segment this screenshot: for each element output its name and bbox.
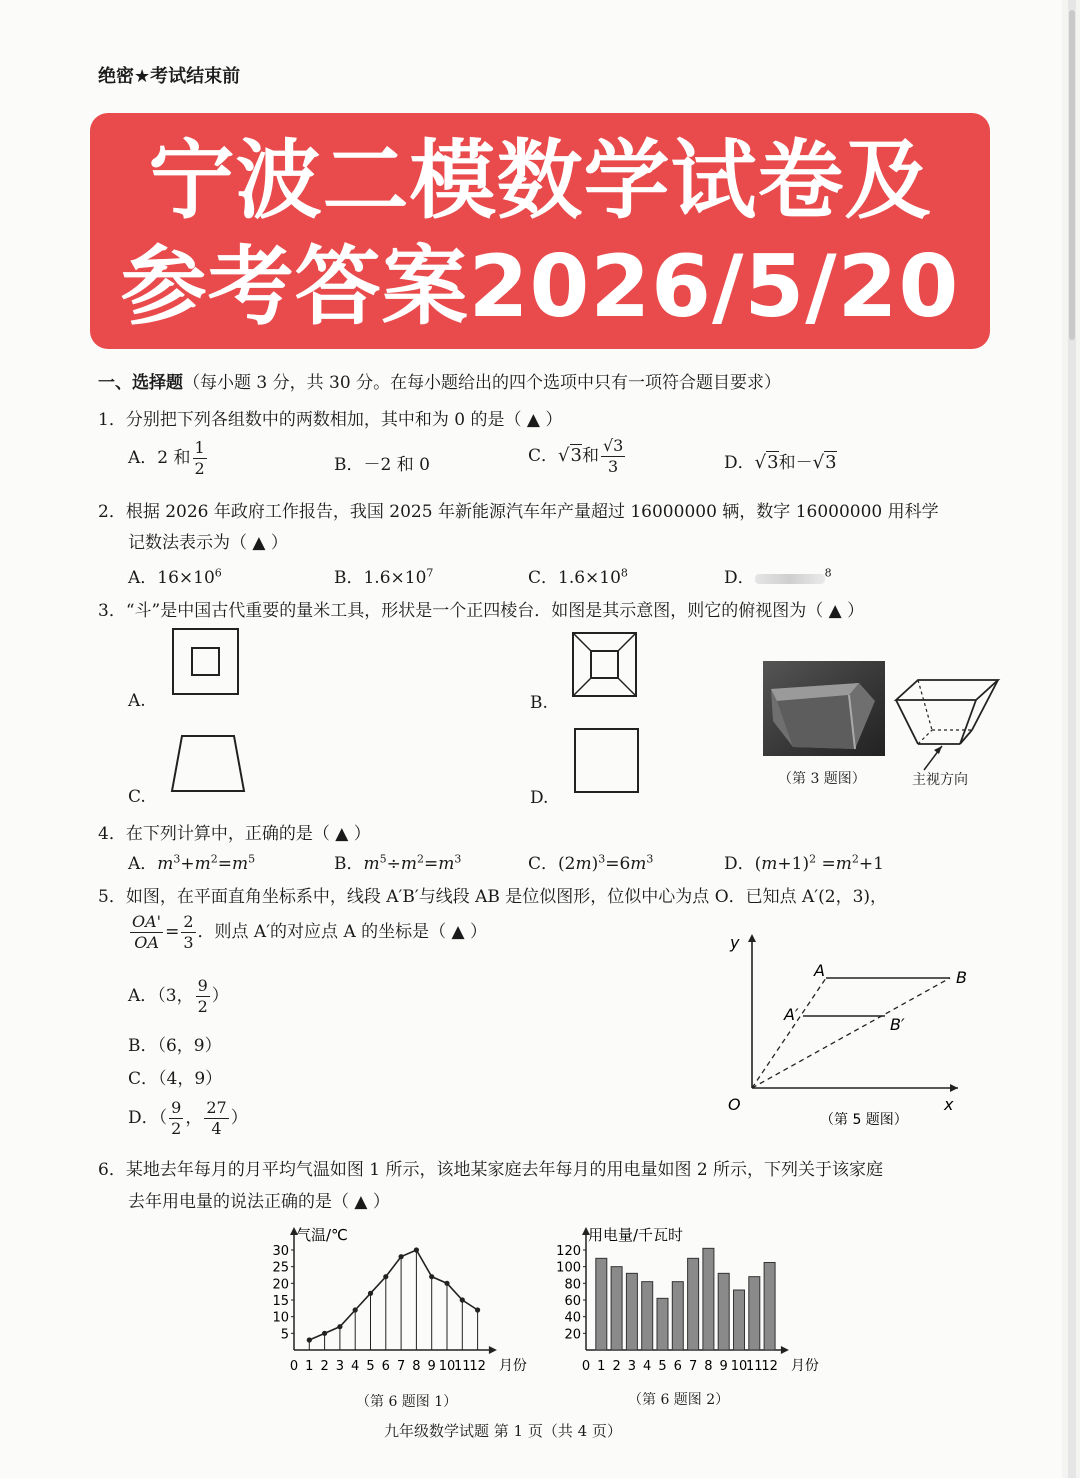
q5-option-b: B．（6，9） [128, 1036, 222, 1056]
x-tick-label: 8 [704, 1359, 713, 1374]
q2-c-text: C．1.6×10 [528, 568, 621, 588]
q1-a-frac [193, 438, 207, 479]
q2-option-c [528, 563, 628, 588]
section-heading: 一、选择题 [98, 373, 183, 393]
q5-x-label: x [944, 1095, 954, 1114]
x-tick-label: 5 [366, 1359, 375, 1374]
q4-option-a: A．$m^3+m^2=m^5$ [128, 852, 256, 874]
q1-option-a [128, 438, 209, 479]
sqrt3: √3 [558, 445, 582, 466]
bar [688, 1258, 699, 1350]
y-tick-label: 20 [272, 1277, 289, 1293]
dou-photo [763, 661, 885, 756]
y-axis-label: 用电量/千瓦时 [588, 1226, 684, 1244]
q4-stem: 4．在下列计算中，正确的是（ ▲ ） [98, 824, 371, 844]
q5-option-c: C．（4，9） [128, 1069, 223, 1089]
x-tick-label: 4 [643, 1359, 652, 1374]
x-axis-label: 月份 [790, 1358, 819, 1374]
data-point [460, 1297, 465, 1302]
q1-c-num: √3 [602, 436, 624, 455]
y-tick-label: 40 [564, 1310, 581, 1326]
secret-label: 绝密★考试结束前 [98, 66, 241, 87]
data-point [353, 1307, 358, 1312]
bar [672, 1282, 683, 1350]
electricity-chart [548, 1222, 848, 1382]
x-tick-label: 4 [351, 1359, 360, 1374]
x-tick-label: 10 [730, 1359, 748, 1374]
q1-option-d [724, 448, 837, 473]
q1-option-c [528, 436, 627, 477]
y-axis-label: 气温/℃ [296, 1226, 348, 1244]
data-point [337, 1324, 342, 1329]
q5-a-den: 2 [197, 997, 208, 1016]
x-tick-label: 5 [658, 1359, 667, 1374]
q3-option-a-label: A. [128, 691, 146, 711]
q5-ratio-den: OA [134, 933, 159, 952]
q1-c-prefix: C． [528, 446, 559, 466]
q5-point-a: A [814, 961, 825, 980]
y-tick-label: 20 [564, 1327, 581, 1343]
x-tick-label: 7 [396, 1359, 406, 1374]
scrollbar-thumb[interactable] [1069, 10, 1075, 340]
section-desc: （每小题 3 分，共 30 分。在每小题给出的四个选项中只有一项符合题目要求） [183, 373, 782, 393]
q1-c-mid: 和 [581, 446, 599, 466]
q4-option-d: D．$(m+1)^2 =m^2+1$ [724, 852, 884, 874]
q5-val-den: 3 [183, 933, 194, 952]
q3-option-a-figure [172, 628, 240, 696]
data-point [399, 1254, 404, 1259]
data-point [322, 1331, 327, 1336]
data-point [444, 1281, 449, 1286]
x-tick-label: 2 [612, 1359, 621, 1374]
y-tick-label: 5 [280, 1327, 289, 1343]
bar [642, 1282, 653, 1350]
x-tick-label: 0 [581, 1359, 591, 1374]
x-tick-label: 6 [673, 1359, 682, 1374]
q2-b-text: B．1.6×10 [334, 568, 427, 588]
q4-a-pre: A． [128, 854, 158, 874]
q1-c-den: 3 [608, 457, 619, 476]
dou-diagram [892, 674, 1002, 774]
q1-option-b: B．－2 和 0 [334, 455, 430, 475]
blurred-option [755, 574, 825, 584]
data-point [429, 1274, 434, 1279]
q2-c-exp: 8 [620, 566, 628, 580]
q6-caption-1: （第 6 题图 1） [356, 1394, 458, 1410]
y-tick-label: 60 [564, 1294, 581, 1309]
q5-stem-line2 [128, 912, 487, 953]
x-tick-label: 1 [305, 1359, 314, 1374]
bar [764, 1263, 775, 1351]
y-tick-label: 10 [272, 1310, 289, 1326]
x-tick-label: 11 [454, 1359, 471, 1374]
y-tick-label: 120 [556, 1244, 581, 1259]
y-tick-label: 30 [272, 1244, 289, 1259]
q5-d-n2: 27 [206, 1098, 227, 1117]
temperature-line [309, 1250, 477, 1340]
q3-option-d-figure [574, 728, 640, 794]
bar [703, 1248, 714, 1350]
x-tick-label: 2 [320, 1359, 329, 1374]
q5-d-frac2 [204, 1098, 228, 1139]
sqrt3: √3 [754, 452, 779, 473]
q5-stem-line1: 5．如图，在平面直角坐标系中，线段 A′B′与线段 AB 是位似图形，位似中心为点 O．已知点 A′(2，3)， [98, 887, 888, 907]
bar [626, 1273, 637, 1350]
data-point [307, 1337, 312, 1342]
x-tick-label: 11 [746, 1359, 763, 1374]
y-tick-label: 25 [272, 1260, 289, 1276]
q4-b-pre: B． [334, 854, 364, 874]
q5-point-b-prime: B′ [890, 1015, 905, 1034]
q6-stem-line2: 去年用电量的说法正确的是（ ▲ ） [128, 1192, 390, 1212]
q2-stem-line2: 记数法表示为（ ▲ ） [128, 533, 288, 553]
q6-stem-line1: 6．某地去年每月的月平均气温如图 1 所示，该地某家庭去年每月的用电量如图 2 所示，下列关于该家庭 [98, 1160, 884, 1180]
bar [718, 1273, 729, 1350]
title-banner [90, 113, 990, 349]
q4-c-pre: C． [528, 854, 559, 874]
page-footer: 九年级数学试题 第 1 页（共 4 页） [384, 1422, 622, 1440]
x-tick-label: 8 [412, 1359, 421, 1374]
data-point [368, 1291, 373, 1296]
q5-d-d2: 4 [211, 1119, 222, 1138]
q5-a-num: 9 [197, 976, 208, 995]
q5-line2-text: ．则点 A′的对应点 A 的坐标是（ ▲ ） [197, 922, 488, 942]
x-axis-arrow [489, 1346, 497, 1354]
scrollbar[interactable] [1068, 0, 1076, 1478]
q5-a-post: ） [211, 986, 229, 1006]
x-tick-label: 3 [627, 1359, 637, 1374]
x-tick-label: 12 [761, 1359, 778, 1374]
q5-y-label: y [730, 933, 740, 952]
x-tick-label: 1 [597, 1359, 606, 1374]
sqrt3: √3 [812, 452, 837, 473]
q2-option-d [724, 563, 832, 588]
q6-caption-2: （第 6 题图 2） [628, 1392, 730, 1408]
x-tick-label: 6 [381, 1359, 390, 1374]
y-tick-label: 80 [564, 1277, 581, 1293]
q5-d-post: ） [230, 1108, 248, 1128]
q3-option-b-figure [572, 632, 638, 698]
x-tick-label: 0 [289, 1359, 299, 1374]
q5-a-pre: A．（3， [128, 986, 194, 1006]
q5-d-sep: ， [185, 1108, 203, 1128]
q4-option-b: B．$m^5\div m^2=m^3$ [334, 852, 462, 874]
section-title [98, 368, 781, 393]
q5-a-frac [196, 976, 210, 1017]
q1-d-mid: 和－ [778, 453, 813, 473]
q3-option-d-label: D. [530, 788, 549, 808]
q5-point-b: B [956, 968, 967, 987]
q3-option-c-label: C. [128, 787, 146, 807]
x-axis-arrow [781, 1346, 789, 1354]
q5-d-pre: D．（ [128, 1108, 168, 1128]
x-tick-label: 7 [688, 1359, 698, 1374]
q4-d-pre: D． [724, 854, 755, 874]
q3-option-b-label: B. [530, 693, 548, 713]
q1-a-den: 2 [194, 459, 205, 478]
q2-option-a [128, 563, 222, 588]
y-tick-label: 100 [556, 1260, 581, 1276]
q5-ratio [130, 912, 163, 953]
bar [657, 1298, 668, 1350]
q5-val-num: 2 [183, 912, 194, 931]
bar [596, 1258, 607, 1350]
banner-line-1: 宁波二模数学试卷及 [148, 131, 932, 231]
q2-stem-line1: 2．根据 2026 年政府工作报告，我国 2025 年新能源汽车年产量超过 16000000 辆，数字 16000000 用科学 [98, 502, 939, 522]
q5-d-frac1 [169, 1098, 183, 1139]
x-tick-label: 9 [719, 1359, 728, 1374]
q3-caption: （第 3 题图） [778, 771, 866, 787]
banner-line-2: 参考答案2026/5/20 [120, 237, 960, 337]
q5-option-a [128, 976, 229, 1017]
x-axis-label: 月份 [498, 1358, 527, 1374]
q5-caption: （第 5 题图） [820, 1112, 908, 1128]
q3-view-direction: 主视方向 [912, 772, 968, 788]
q2-b-exp: 7 [426, 566, 434, 580]
q4-option-c: C．$(2m)^3=6m^3$ [528, 852, 654, 874]
q5-coordinate-figure [720, 928, 980, 1133]
bar [749, 1277, 760, 1350]
q1-a-prefix: A．2 和 [128, 448, 191, 468]
q5-d-n1: 9 [171, 1098, 182, 1117]
q5-ratio-num: OA' [132, 912, 162, 931]
x-tick-label: 12 [469, 1359, 486, 1374]
x-tick-label: 3 [335, 1359, 345, 1374]
q2-option-b [334, 563, 433, 588]
data-point [383, 1274, 388, 1279]
q5-option-d [128, 1098, 248, 1139]
x-tick-label: 10 [438, 1359, 456, 1374]
bar [734, 1290, 745, 1350]
q3-stem: 3．“斗”是中国古代重要的量米工具，形状是一个正四棱台．如图是其示意图，则它的俯视图为（ ▲ ） [98, 601, 865, 621]
q5-eq: = [165, 922, 180, 942]
y-tick-label: 15 [272, 1294, 289, 1309]
data-point [414, 1247, 419, 1252]
x-tick-label: 9 [427, 1359, 436, 1374]
data-point [475, 1307, 480, 1312]
q1-a-num: 1 [194, 438, 205, 457]
q2-a-exp: 6 [214, 566, 222, 580]
temperature-chart [256, 1222, 556, 1382]
q2-d-text: D． [724, 568, 755, 588]
q1-c-frac [601, 436, 625, 477]
q5-d-d1: 2 [171, 1119, 182, 1138]
q5-ratio-value [181, 912, 195, 953]
q1-stem: 1．分别把下列各组数中的两数相加，其中和为 0 的是（ ▲ ） [98, 410, 563, 430]
q1-d-prefix: D． [724, 453, 755, 473]
q2-d-exp: 8 [824, 566, 832, 580]
q5-origin-label: O [728, 1095, 741, 1114]
q3-option-c-figure [170, 734, 246, 794]
bar [611, 1267, 622, 1350]
q2-a-text: A．16×10 [128, 568, 215, 588]
q5-point-a-prime: A′ [784, 1005, 799, 1024]
